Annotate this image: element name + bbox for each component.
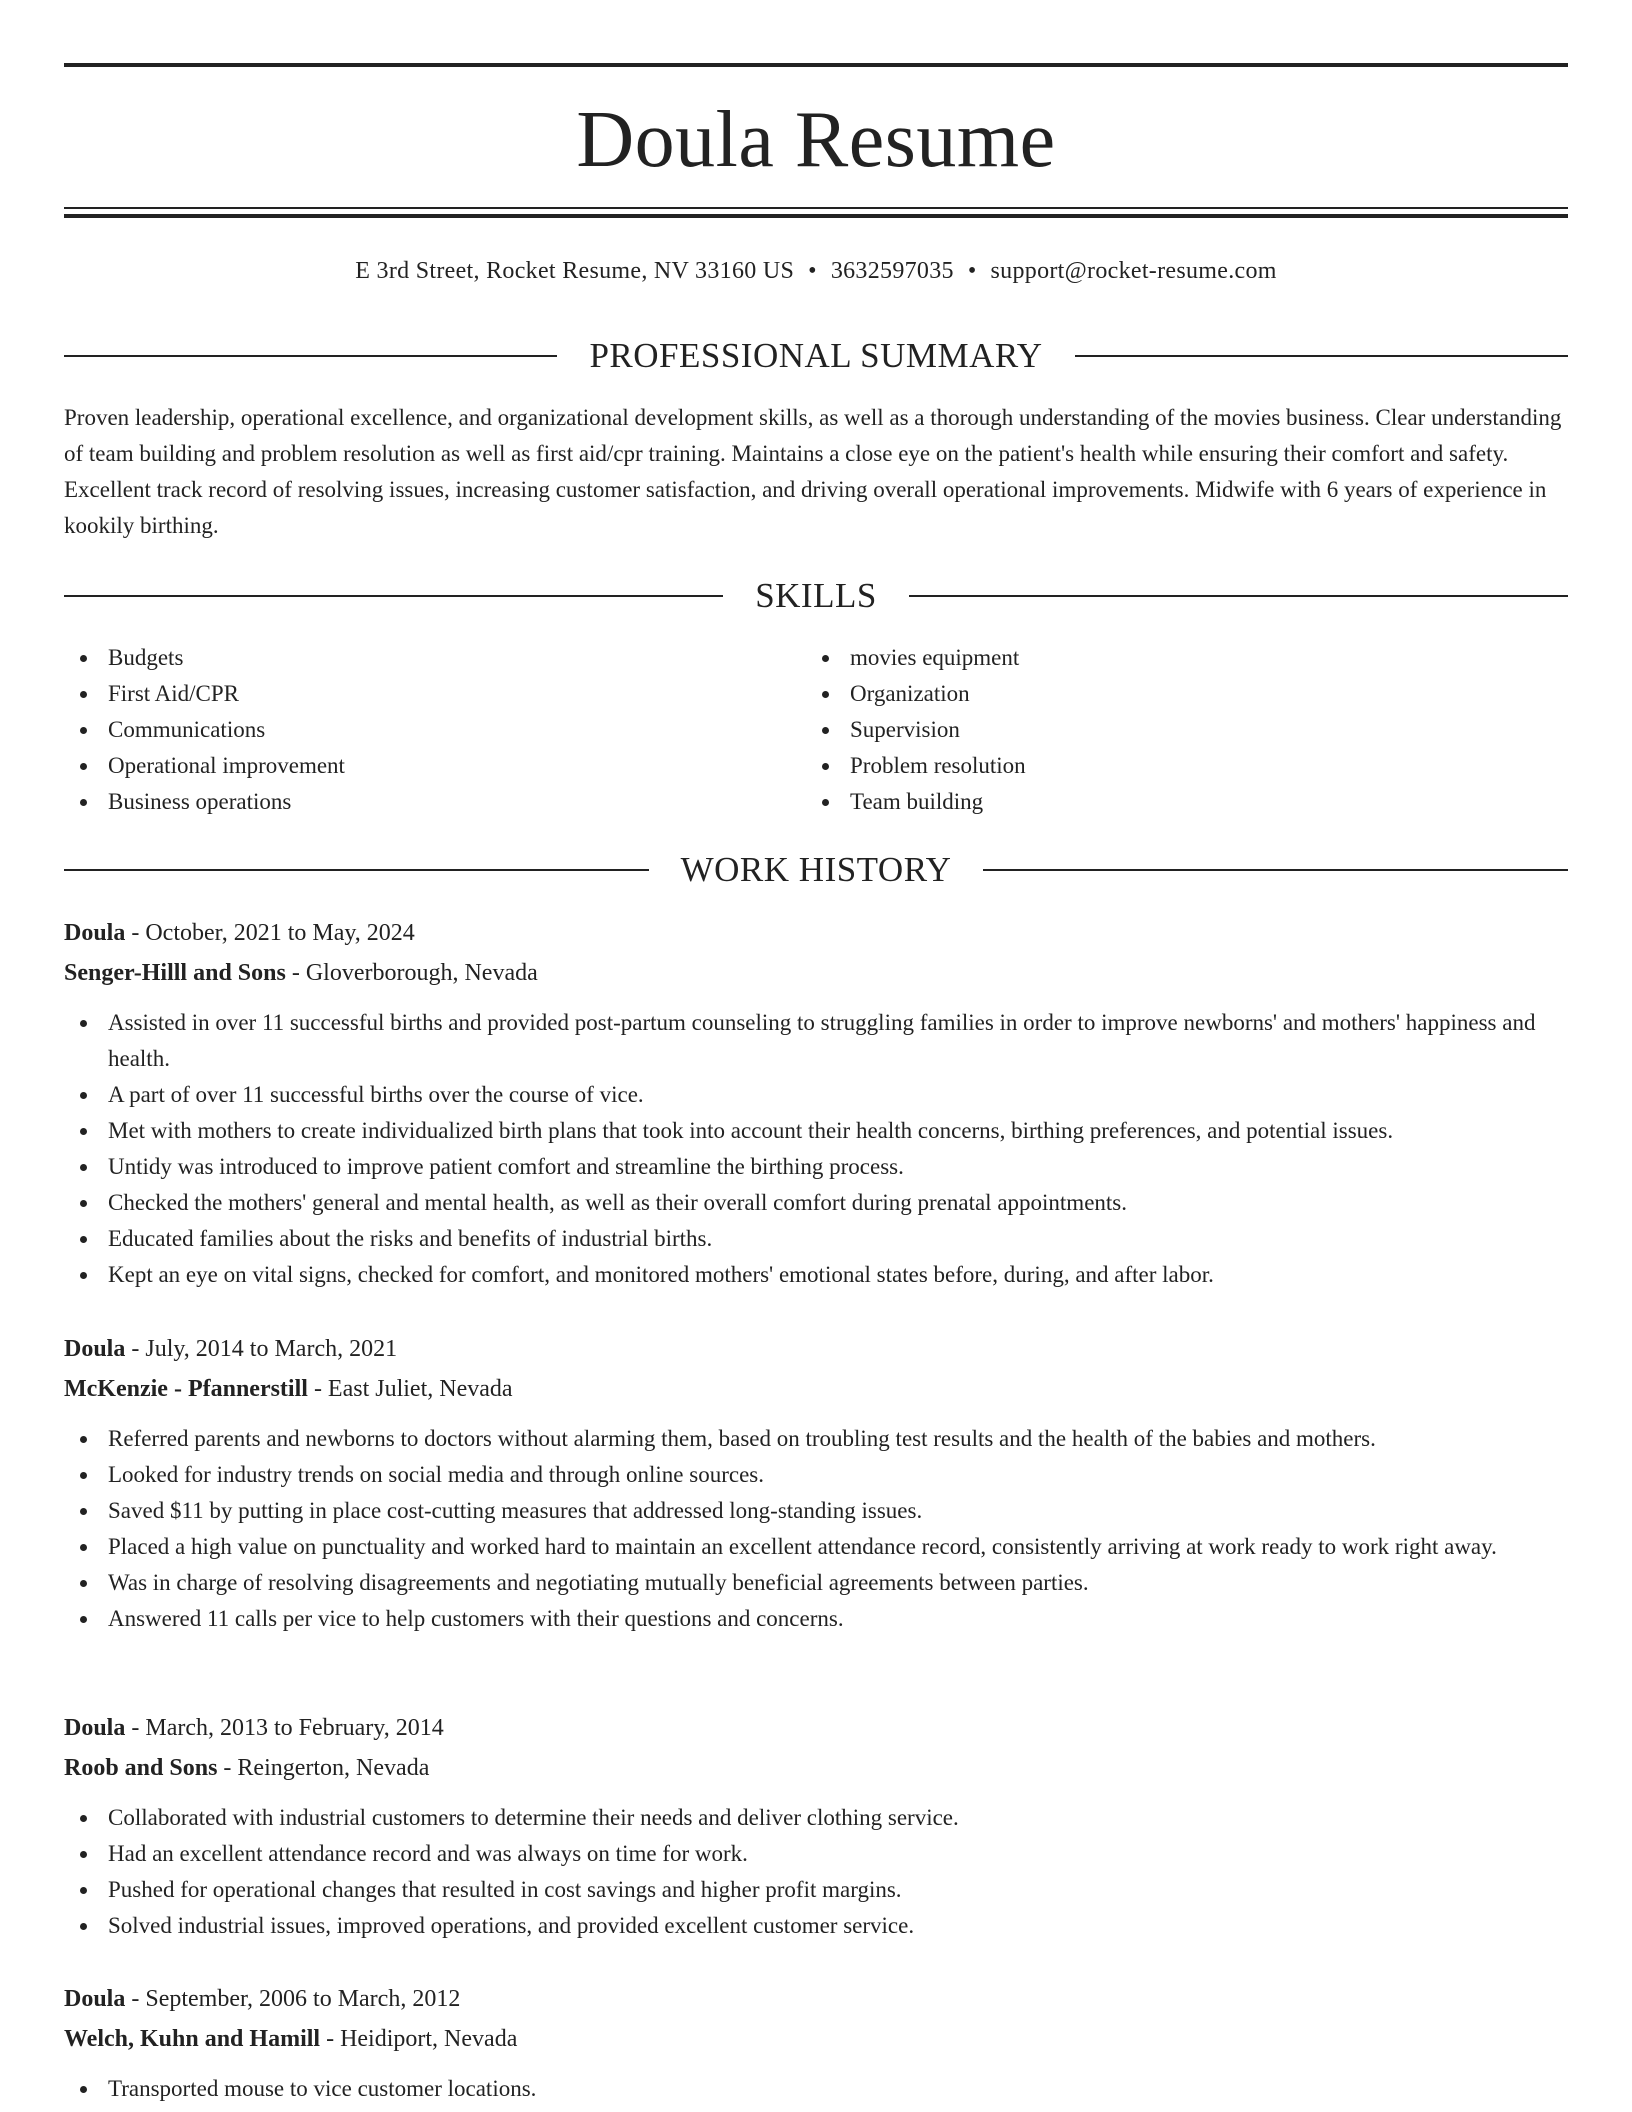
job-bullet: Solved industrial issues, improved operations, and provided excellent customer service. xyxy=(64,1908,1568,1944)
job-location: - Reingerton, Nevada xyxy=(217,1755,430,1781)
job-title: Doula xyxy=(64,1986,126,2012)
heading-rule-left xyxy=(64,869,649,871)
job-entry xyxy=(64,1708,1568,1944)
heading-rule-right xyxy=(909,595,1568,597)
job-title-line xyxy=(64,913,1568,953)
job-bullet: Kept an eye on vital signs, checked for comfort, and monitored mothers' emotional states before, during, and after labor. xyxy=(64,1257,1568,1293)
job-dates: - October, 2021 to May, 2024 xyxy=(125,920,415,946)
work-history-heading xyxy=(64,848,1568,892)
job-bullet: A part of over 11 successful births over the course of vice. xyxy=(64,1077,1568,1113)
job-company-line xyxy=(64,2019,1568,2059)
contact-separator: • xyxy=(808,258,817,284)
summary-heading xyxy=(64,334,1568,378)
header-rule-upper xyxy=(64,207,1568,209)
job-bullets xyxy=(64,1005,1568,1293)
job-dates: - July, 2014 to March, 2021 xyxy=(125,1336,398,1362)
heading-rule-left xyxy=(64,355,557,357)
job-company-line xyxy=(64,953,1568,993)
job-bullets xyxy=(64,2071,1568,2107)
job-bullet: Had an excellent attendance record and was always on time for work. xyxy=(64,1836,1568,1872)
job-company-line xyxy=(64,1748,1568,1788)
heading-rule-right xyxy=(1075,355,1568,357)
heading-rule-right xyxy=(983,869,1568,871)
job-bullet: Referred parents and newborns to doctors without alarming them, based on troubling test results and the health of the babies and mothers. xyxy=(64,1421,1568,1457)
job-bullet: Placed a high value on punctuality and worked hard to maintain an excellent attendance record, consistently arriving at work ready to work right away. xyxy=(64,1529,1568,1565)
job-title: Doula xyxy=(64,1715,126,1741)
job-title: Doula xyxy=(64,1336,126,1362)
job-location: - Heidiport, Nevada xyxy=(320,2026,518,2052)
job-bullet: Collaborated with industrial customers to determine their needs and deliver clothing service. xyxy=(64,1800,1568,1836)
job-company: Roob and Sons xyxy=(64,1755,218,1781)
job-bullet: Met with mothers to create individualized birth plans that took into account their health concerns, birthing preferences, and potential issues. xyxy=(64,1113,1568,1149)
job-entry xyxy=(64,913,1568,1293)
skill-item: Budgets xyxy=(64,640,764,676)
job-bullet: Answered 11 calls per vice to help customers with their questions and concerns. xyxy=(64,1601,1568,1637)
skills-list-left xyxy=(64,640,764,820)
skill-item: Problem resolution xyxy=(806,748,1506,784)
skill-item: Communications xyxy=(64,712,764,748)
job-bullet: Saved $11 by putting in place cost-cutting measures that addressed long-standing issues. xyxy=(64,1493,1568,1529)
job-company: McKenzie - Pfannerstill xyxy=(64,1376,308,1402)
skill-item: movies equipment xyxy=(806,640,1506,676)
summary-heading-label: PROFESSIONAL SUMMARY xyxy=(589,336,1043,375)
work-history-heading-label: WORK HISTORY xyxy=(680,850,952,889)
skills-heading xyxy=(64,574,1568,618)
skill-item: First Aid/CPR xyxy=(64,676,764,712)
job-location: - Gloverborough, Nevada xyxy=(285,960,538,986)
job-bullet: Transported mouse to vice customer locations. xyxy=(64,2071,1568,2107)
job-dates: - September, 2006 to March, 2012 xyxy=(125,1986,461,2012)
skill-item: Supervision xyxy=(806,712,1506,748)
skills-column-left xyxy=(64,640,764,820)
job-bullets xyxy=(64,1800,1568,1944)
job-company: Welch, Kuhn and Hamill xyxy=(64,2026,321,2052)
job-title-line xyxy=(64,1329,1568,1369)
skill-item: Operational improvement xyxy=(64,748,764,784)
header-rule-lower xyxy=(64,214,1568,218)
skill-item: Organization xyxy=(806,676,1506,712)
header-top-rule xyxy=(64,63,1568,67)
job-bullet: Looked for industry trends on social media and through online sources. xyxy=(64,1457,1568,1493)
job-entry xyxy=(64,1979,1568,2107)
skill-item: Team building xyxy=(806,784,1506,820)
contact-address: E 3rd Street, Rocket Resume, NV 33160 US xyxy=(355,258,795,284)
contact-line xyxy=(64,255,1568,287)
job-bullet: Assisted in over 11 successful births and provided post-partum counseling to struggling families in order to improve newborns' and mothers' happiness and health. xyxy=(64,1005,1568,1077)
job-bullet: Checked the mothers' general and mental health, as well as their overall comfort during prenatal appointments. xyxy=(64,1185,1568,1221)
job-location: - East Juliet, Nevada xyxy=(307,1376,513,1402)
contact-separator: • xyxy=(967,258,977,284)
job-bullet: Was in charge of resolving disagreements and negotiating mutually beneficial agreements between parties. xyxy=(64,1565,1568,1601)
job-title-line xyxy=(64,1708,1568,1748)
resume-title: Doula Resume xyxy=(576,96,1056,184)
heading-rule-left xyxy=(64,595,723,597)
job-bullet: Pushed for operational changes that resulted in cost savings and higher profit margins. xyxy=(64,1872,1568,1908)
job-bullets xyxy=(64,1421,1568,1637)
job-company: Senger-Hilll and Sons xyxy=(64,960,286,986)
skills-column-right xyxy=(806,640,1506,820)
job-title-line xyxy=(64,1979,1568,2019)
contact-phone: 3632597035 xyxy=(830,258,954,284)
job-company-line xyxy=(64,1369,1568,1409)
contact-email: support@rocket-resume.com xyxy=(990,258,1277,284)
skills-list-right xyxy=(806,640,1506,820)
job-entry xyxy=(64,1329,1568,1637)
skills-heading-label: SKILLS xyxy=(755,576,877,615)
job-title: Doula xyxy=(64,920,126,946)
skill-item: Business operations xyxy=(64,784,764,820)
job-dates: - March, 2013 to February, 2014 xyxy=(125,1715,444,1741)
job-bullet: Untidy was introduced to improve patient comfort and streamline the birthing process. xyxy=(64,1149,1568,1185)
job-bullet: Educated families about the risks and benefits of industrial births. xyxy=(64,1221,1568,1257)
summary-text: Proven leadership, operational excellence, and organizational development skills, as well as a thorough understanding of the movies business. Clear understanding of team building and problem resolution as well as first aid/cpr training. Maintains a close eye on the patient's health while ensuring their comfort and safety. Excellent track record of resolving issues, increasing customer satisfaction, and driving overall operational improvements. Midwife with 6 years of experience in kookily birthing. xyxy=(64,405,1562,538)
